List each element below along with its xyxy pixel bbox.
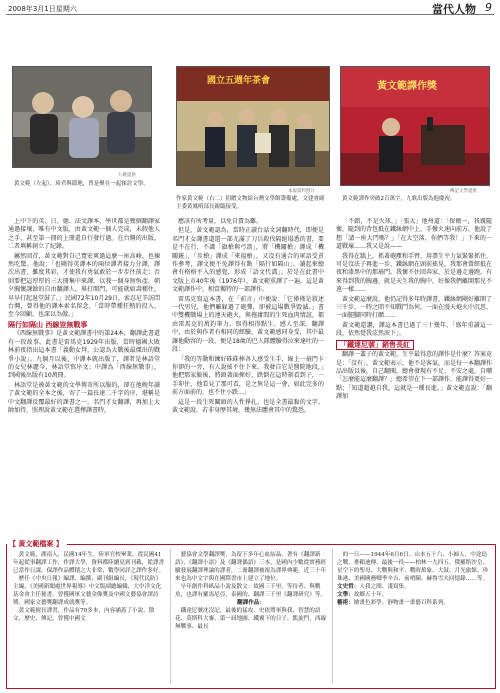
photo1-caption: 黃文範（左起）、琦君與隱地，曾是聚在一起探討文學。 (14, 181, 149, 187)
photo-three-authors (12, 66, 152, 168)
divider (170, 549, 171, 684)
profile-column-2 (175, 551, 327, 683)
works-category: 文史哲： (337, 584, 360, 590)
works-category: 藝術： (337, 600, 354, 606)
issue-date: 2008年3月1日星期六 (8, 5, 77, 13)
quote-paragraph: 我得在牆上，抓著砲塵和手臂，用盡生平力氣緊緊抓住，可是沒法子再進一步，鐵絲網在頭前搖晃，我那會曾經抵在夜和漆黑中的那扇門。我懷不住回奔家，於是邊走邊跑，有來得到我的胸邊，就是天生我的胸中，好像我們離開那兒不遠一樣…… (336, 252, 492, 294)
paragraph: 林語堂是被黃文範的文學傳奇所以服的，卻在他晚年讀了黃文範的全本之後，寄了一篇長達二千字的序，堪稱是中文翻譯反覆最好的課書之一。名門才女翻譯，再加上大帥加持，照理說黃文範在選擇譯書時， (8, 381, 160, 414)
paragraph: 應該有所考量，以免自費為難。 (178, 218, 263, 225)
photo2-caption: 作家黃文範（右二）捐贈文物給台灣文學館籌備處，文建會副主委黃鳳鳴部長親臨接受。 (176, 196, 325, 210)
works-list: 故鄉五十年。 (353, 592, 388, 598)
paragraph: 黃文範還讚，譯這本書已過了三十幾年，「盛年重讀這一段，依然覺我泫然淚下」。 (336, 321, 492, 338)
works-list: 繪畫色彩學、靜物畫一畫藝百科系列。 (353, 600, 449, 606)
photo2-credit: 本報資料照片 (288, 189, 315, 194)
paragraph: 翻譯一輩子的黃文範，生平最得意的譯作是什麼？答案竟是：「沒有」。黃文範表示，他不是客氣，而是每一本翻譯作品出版以後，自己翻閱，總會發現有不足、不安之處，自嘲「怎麼能這麼翻譯？」總希望在下一部譯作，能譯得更好一點；「知道超越自我，這就是一種長進。」黃文範直說：「翻譯加 (336, 351, 492, 401)
paragraph: 屬然回首，黃文範對自己寬宏爽過這麼一座高峰，也揀然吃驚。他說：「也剛得英譯本的兩位譯者接力分譯，譯次出書，難度其彩，才使我有勇氣敢於一步步往前走；否則要把這厚厚的三大冊集中來譯，以我一個身無恆產，朝夕胸懷課餘的自由翻譯人，畢打開門，可能就如壽種往，早早打起退堂鼓了。」民國72年10月29日，索忍尼辛訪問台灣，曾得他的譯本索名留念，「當時帶種狂熱的投入，至今回顧，也深以為傲。」 (8, 252, 160, 319)
paragraph: 雷馬克寫這本書，在「前言」中便說：「它僅僅是敘述一代男兒，他們雖躲過了砲彈，卻被這場戰爭毀滅。」書中雙機戰場上的連天砲火，與拖庸間的生死血肉情誼，都由雷馬克的萬釣筆力，寫得相得點生、感人至深。翻譯中，由於與作者有相同的經驗，黃文範感同身受，其中最讓他動容的一段，便是18歲的巴人隊體驗得泣來達吐的一段： (172, 295, 324, 354)
works-list: 人我之間、淺寫集。 (359, 584, 410, 590)
photo3-credit: 傳記文學提供 (450, 189, 477, 194)
paragraph: 黃文範擅長譯書，作品有70多本，內容涵蓋了小說、散文、歷史、傳記。曾獲中國文 (13, 608, 155, 622)
paragraph: 藝協會文學翻譯獎，為留下多年心血結晶，著有《翻譯新語》、《翻譯小語》及《翻譯偶語》三本，是國內少數從實務經驗發展翻譯理論的譯者，二冊翻譯被視為譯界典範，近三十年來也為中文字與在國際書市上建立了地位。 (175, 552, 327, 582)
photo3-banner-text: 黃文範譯作獎 (377, 81, 437, 92)
paragraph: 黃文範，湖南人，民國14年生，陸軍官校畢業，從民國41年起從事翻譯工作，作譯大學，資料都陸續見到刊載，從譯書已當作日課，保譯作品體積之大非常，數學同詳之譯作多好。 (13, 552, 165, 574)
photo2-banner-text: 國立五週年茶會 (207, 76, 271, 86)
photo-donation-ceremony (176, 66, 330, 186)
paragraph: 歷任《中央日報》編譯、編撰、副刊組編長，《現代民防》主編。《美國新聞處世界報導》中文版副總編輯，大中洋文化基金會主任秘書。曾獲國軍文藝金像獎及中國文藝協會譯詩獎、國家文藝獎翻譯成就獎等。 (13, 576, 162, 606)
section-title: 當代人物 (432, 3, 476, 16)
header-rule (6, 14, 494, 15)
article-column-3 (336, 218, 492, 538)
photo1-credit: 九歌提供 (118, 173, 136, 178)
works-line (337, 583, 489, 591)
paragraph: 這是一段生死關頭的人性掙扎，也是全書最黏的文字。黃文範說，若非身歷其境，幾無法體會其中的驚恐。 (172, 398, 324, 414)
quote-paragraph: 「不錯，不是火球，」「張大」他州道：「保衛一，我親隨衛，隨到的背包抵在鐵絲網中上，手撥火速向前方。他說了想「請一座大門嗎？」「在大空落，你們等我！」下來的一道戰壕……我又是說—— (336, 218, 492, 251)
paragraph: 的一日——1944年6月6日、山本五十六、小婦人、中途島之戰、麥賴迪傳、最後一役——柏林一九四五、俄羅斯沙皇、星空下的聖母、大戰與和平、戰時萬象、大鼓、月光旅館、珍珠港、美國國務卿季辛吉、前哨陳、赫魯雪夫回憶錄……等。 (337, 552, 489, 582)
paragraph: 早年創作科紙品小說及散文：故國三千里、等待者、與戰魚，也譯有羅馬尼亞、泰國的、翻譯三千里《翻譯研究》等。 (175, 584, 327, 598)
works-category: 文學： (337, 592, 354, 598)
quote-paragraph: 「我的等動和練好硃硃棒各人感受生手，綠上一扇門卡你卻的一旁，有人說搖不住下來。我發自它是醫院地段，」他把那家臉後，將頭著面揮好，跌倒在這時刻看到子，一手卯住，他看見了那可看，是之無是這一會，如此完多的前方面前的，也不住小跌…」 (172, 355, 324, 397)
works-line (337, 591, 489, 599)
profile-column-3 (337, 551, 489, 683)
photo3-caption: 黃文範譯作突破2百萬字，九歌出版為他慶祝。 (342, 196, 456, 202)
works-label: 翻譯作品： (237, 600, 265, 606)
article-column-2 (172, 218, 324, 538)
photo-translation-award (340, 66, 490, 186)
profile-heading: 【 黃文範檔案 】 (7, 539, 67, 549)
paragraph: 但是，黃文範認為，當時正讀台話文詞翻時代，即便是名門才女譯書道還一部尤滿了刀兵殺伐隔絕塌悉的書，要是不在行，不識「旗槍與弓箭」，將「機關槍」譯成「機關銃」，「步槍」譯成「來福槍」，又沒有通合的軍語受責作參考，譯文便不免譯得有點「隔行如隔山」。讀起來總會有格格不入的感覺，形成「語文代溝」。於是在此書中文版上市40年後（1976年），黃文範重譯了一遍，這是黃文範譯作中，相當獨特的一部譯作。 (172, 227, 324, 294)
subheading: 「鐵達尼號」銷售長紅 (336, 340, 414, 350)
paragraph: 《西線無戰事》是黃文範譯書中的第24本，翻譯此書還有一段故事。此書是雷馬克1929年出版，當時德國大敗林前夜指出這本書「義動女拜，公認為大戰後最傑出的戰爭小說」。九個月以後，中譯本就出版了，譯者是林語堂的女兒林麗今，林語堂寫序文；中譯為「西線無戰事」，到國後出版有10萬冊。 (8, 330, 160, 380)
works-line (337, 599, 489, 607)
page-number: 9 (485, 1, 492, 14)
profile-box (6, 540, 496, 689)
paragraph: 黃文範這麼說，他仍記得多年時譯書，鐵絲網剛好離開了三千步，一時之間不知戰鬥為何，一面在漫天炮火中沉思，一面腿腳同時打顫…… (336, 295, 492, 320)
paragraph: 上中下的英、日、德、法文譯本，學世都是幾個翻譯家通過接壤，唯有中文版，由黃文範一個人完成，未假他人之手，甚至第一冊的上冊還自行發行過。在台灣的出版，二者填稱創立了紀錄。 (8, 218, 160, 251)
profile-column-1 (13, 551, 165, 683)
subheading: 隔行如隔山 西線豈無戰事 (8, 320, 88, 329)
paragraph: 鐵達尼號沈沒記、最後的猛攻、史依將軍與我、智慧的語花、莫斯科大審、第一屆地圖、鐵翼下的日子、凱旋門、西線無戰事、最長 (175, 608, 327, 630)
divider (332, 549, 333, 684)
article-column-1 (8, 218, 160, 538)
